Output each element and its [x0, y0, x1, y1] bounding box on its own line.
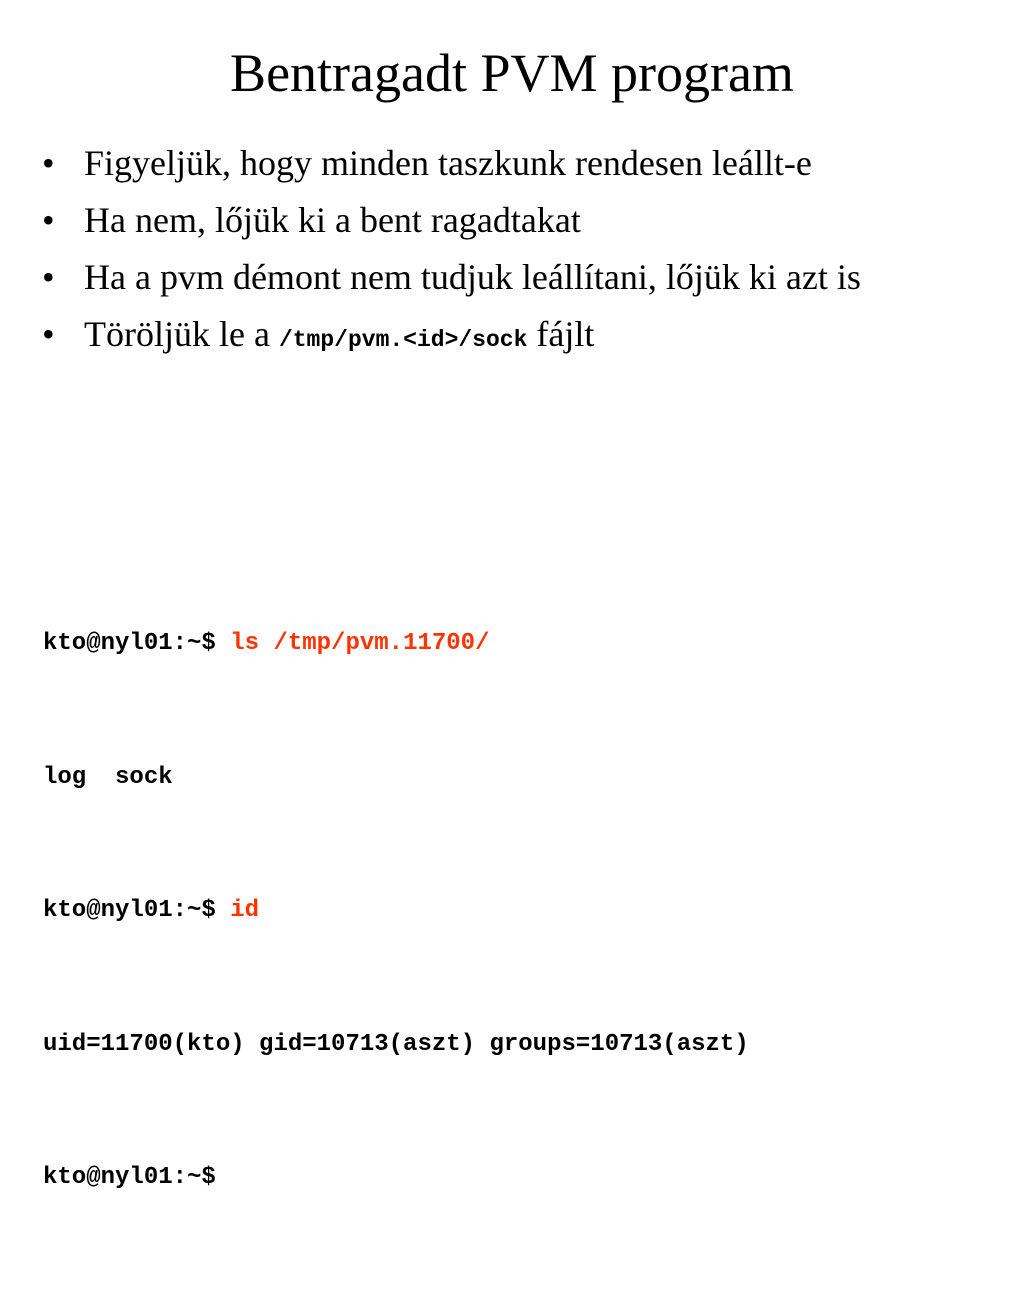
terminal-line [43, 889, 1003, 934]
shell-output: log sock [43, 763, 173, 791]
shell-prompt: kto@nyl01:~$ [43, 630, 231, 657]
bullet-item [42, 198, 992, 242]
terminal-line [43, 622, 1003, 667]
file-path-code: /tmp/pvm.<id>/sock [278, 327, 528, 353]
shell-output: uid=11700(kto) gid=10713(aszt) groups=10713(aszt) [43, 1030, 749, 1058]
shell-command: id [230, 897, 260, 924]
terminal-transcript [43, 533, 1003, 1290]
bullet-text-before: Töröljük le a [84, 314, 279, 354]
bullet-text [84, 314, 594, 354]
shell-prompt: kto@nyl01:~$ [43, 1164, 216, 1191]
bullet-icon: • [42, 314, 55, 354]
bullet-text: Ha a pvm démont nem tudjuk leállítani, lőjük ki azt is [84, 257, 861, 297]
terminal-line [43, 1156, 1003, 1201]
bullet-icon: • [42, 257, 55, 297]
terminal-line [43, 756, 1003, 801]
bullet-item [42, 312, 992, 362]
bullet-text: Ha nem, lőjük ki a bent ragadtakat [84, 200, 581, 240]
slide-title: Bentragadt PVM program [230, 43, 794, 103]
bullet-text: Figyeljük, hogy minden taszkunk rendesen leállt-e [84, 143, 812, 183]
bullet-item [42, 255, 992, 299]
bullet-icon: • [42, 200, 55, 240]
bullet-list [42, 141, 992, 375]
shell-command: ls /tmp/pvm.11700/ [230, 630, 490, 657]
bullet-item [42, 141, 992, 185]
bullet-text-after: fájlt [527, 314, 595, 354]
shell-prompt: kto@nyl01:~$ [43, 897, 231, 924]
terminal-line [43, 1023, 1003, 1068]
bullet-icon: • [42, 143, 55, 183]
